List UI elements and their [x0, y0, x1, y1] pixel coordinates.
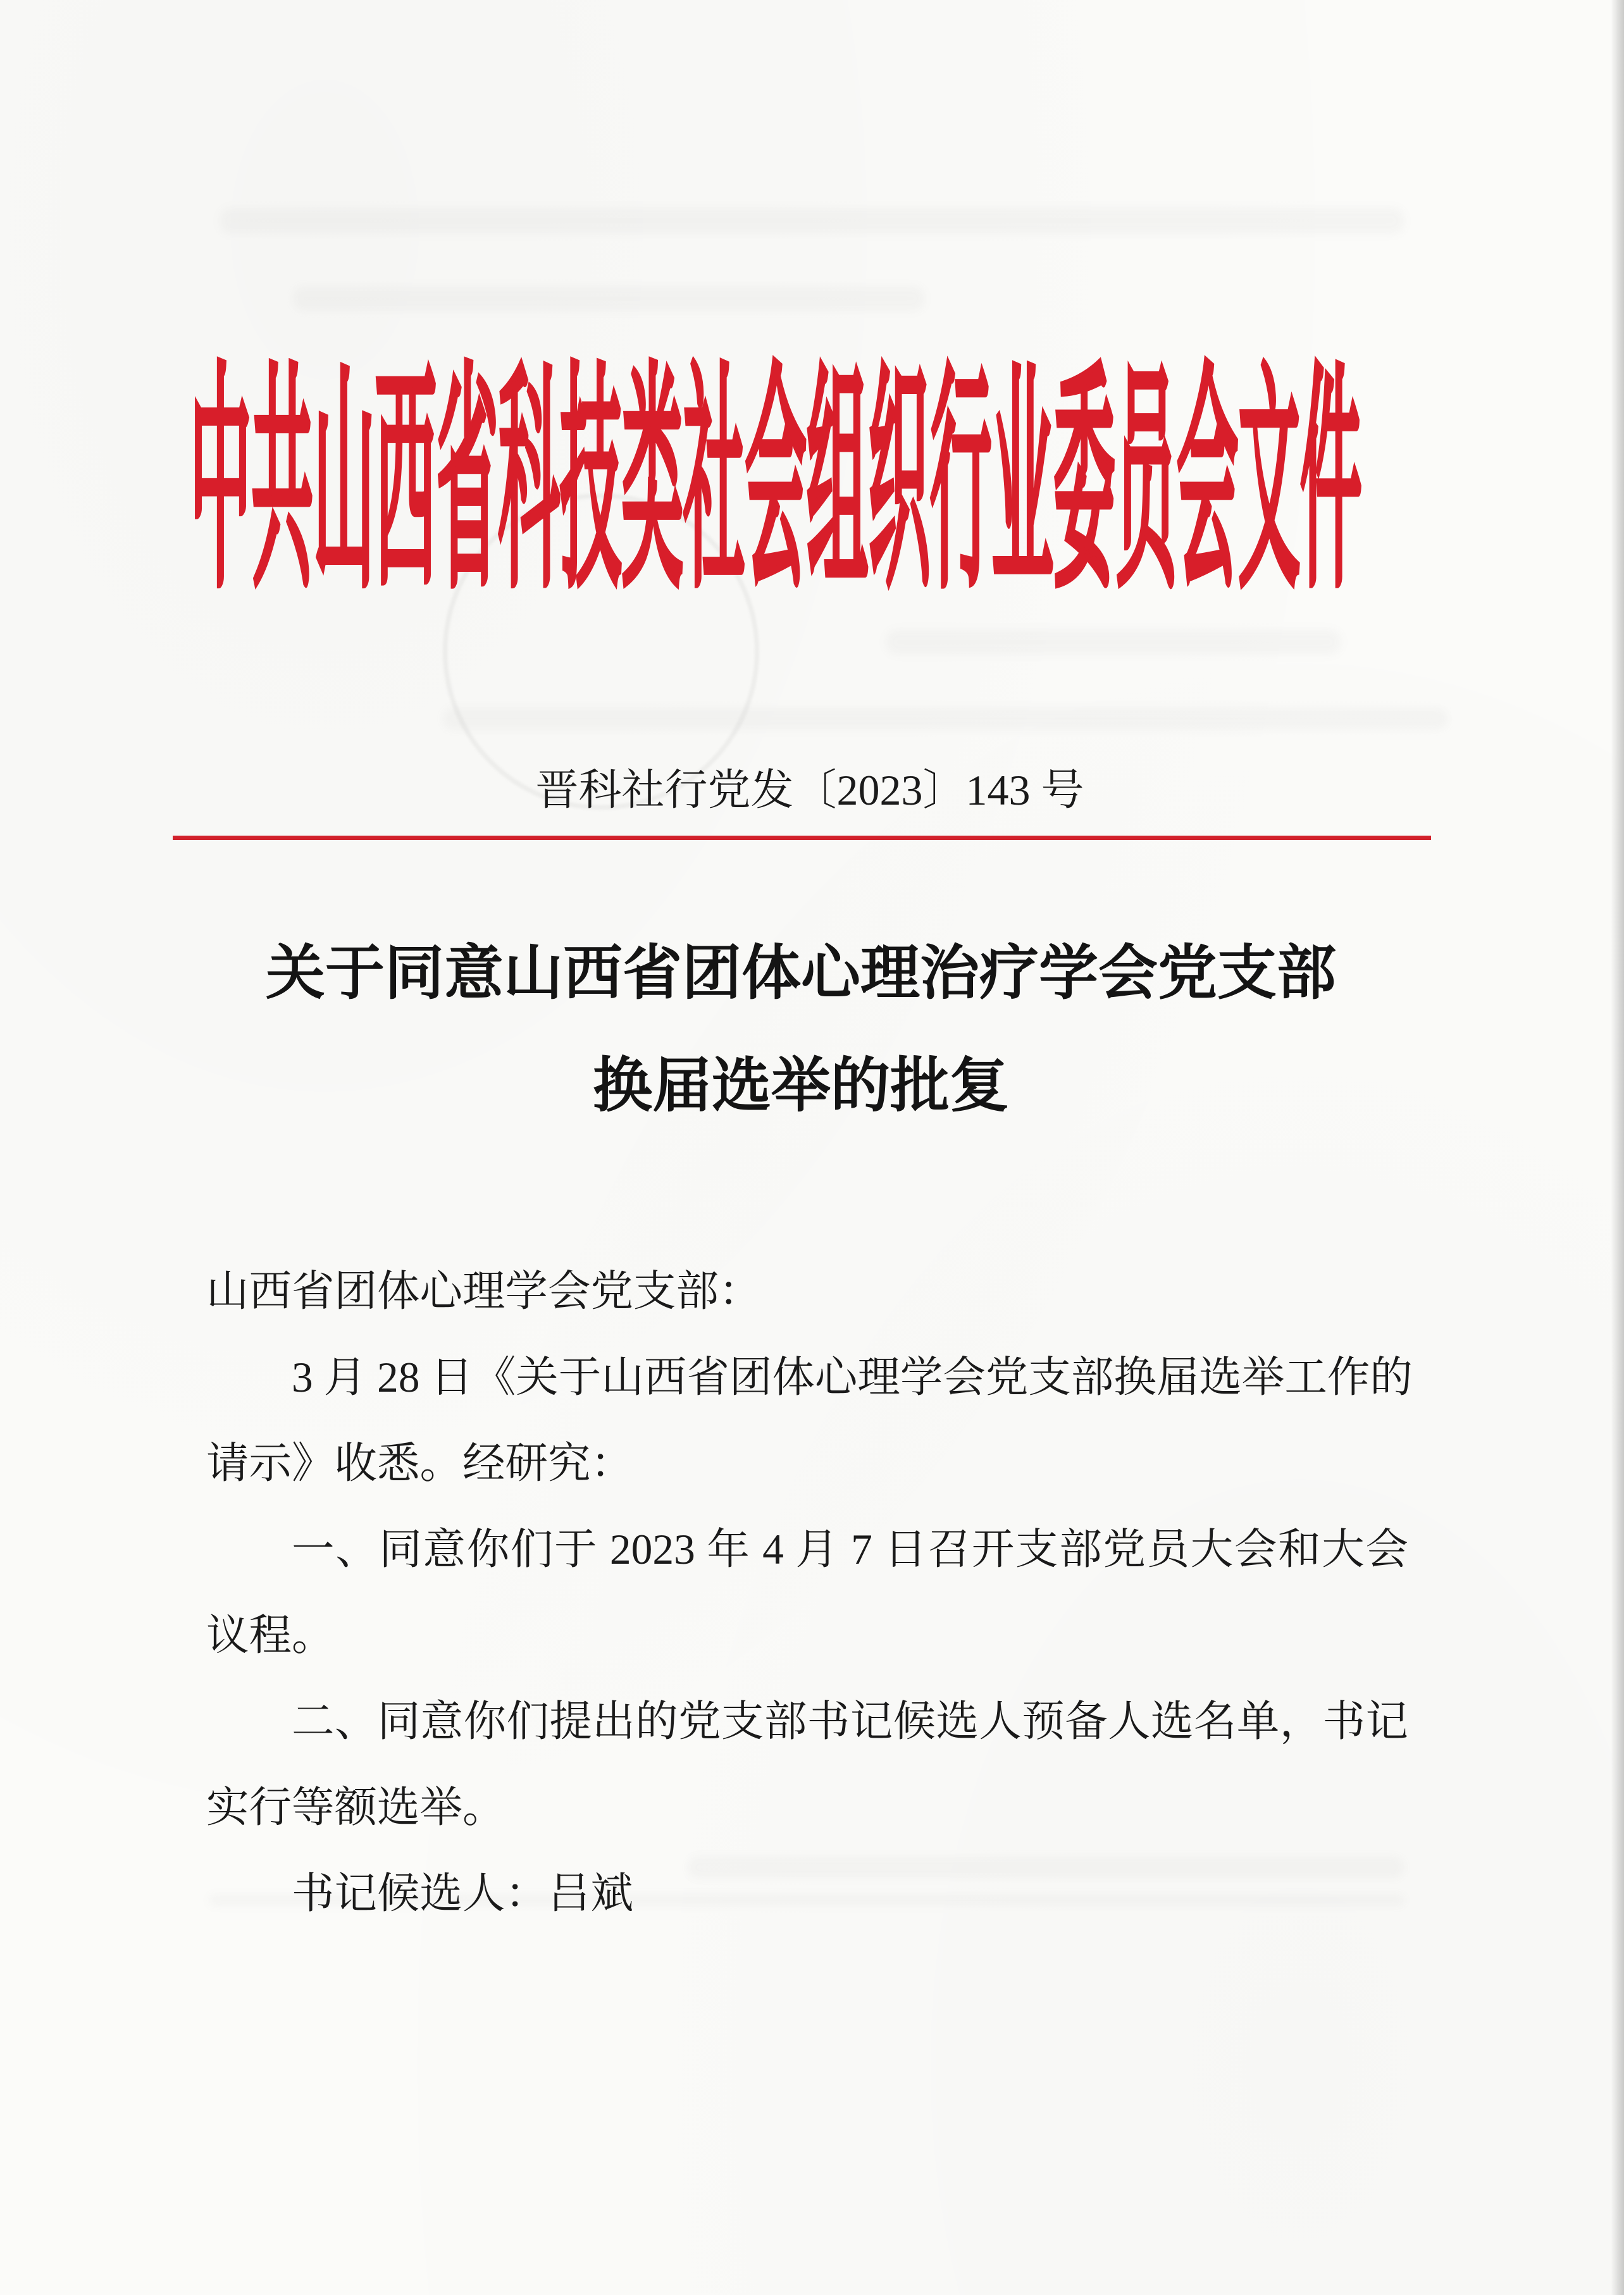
body-line: 请示》收悉。经研究：: [206, 1440, 634, 1487]
candidate-line: 书记候选人：吕斌: [292, 1870, 634, 1917]
document-body: [206, 1249, 1413, 1937]
scan-edge-shadow: [1611, 0, 1624, 2295]
body-line: 议程。: [206, 1612, 335, 1659]
bleed-through-mark: [292, 286, 925, 311]
paragraph: [206, 1679, 1408, 1851]
bleed-through-mark: [220, 207, 1404, 234]
red-header-title: 中共山西省科技类社会组织行业委员会文件: [190, 337, 1362, 621]
paragraph: [206, 1507, 1408, 1679]
paragraph: [206, 1851, 1408, 1937]
bleed-through-mark: [886, 629, 1341, 655]
body-line: 二、同意你们提出的党支部书记候选人预备人选名单，书记: [292, 1698, 1408, 1745]
salutation: 山西省团体心理学会党支部：: [206, 1268, 762, 1315]
title-line: 换届选举的批复: [592, 1051, 1009, 1120]
body-line: 3 月 28 日《关于山西省团体心理学会党支部换届选举工作的: [292, 1354, 1413, 1401]
document-title: [194, 917, 1408, 1142]
body-line: 实行等额选举。: [206, 1784, 505, 1831]
document-number: 晋科社行党发〔2023〕143 号: [535, 766, 1084, 814]
title-line: 关于同意山西省团体心理治疗学会党支部: [265, 938, 1336, 1008]
paragraph: [206, 1335, 1413, 1507]
body-line: 一、同意你们于 2023 年 4 月 7 日召开支部党员大会和大会: [292, 1526, 1408, 1573]
red-separator-line: [173, 836, 1431, 840]
